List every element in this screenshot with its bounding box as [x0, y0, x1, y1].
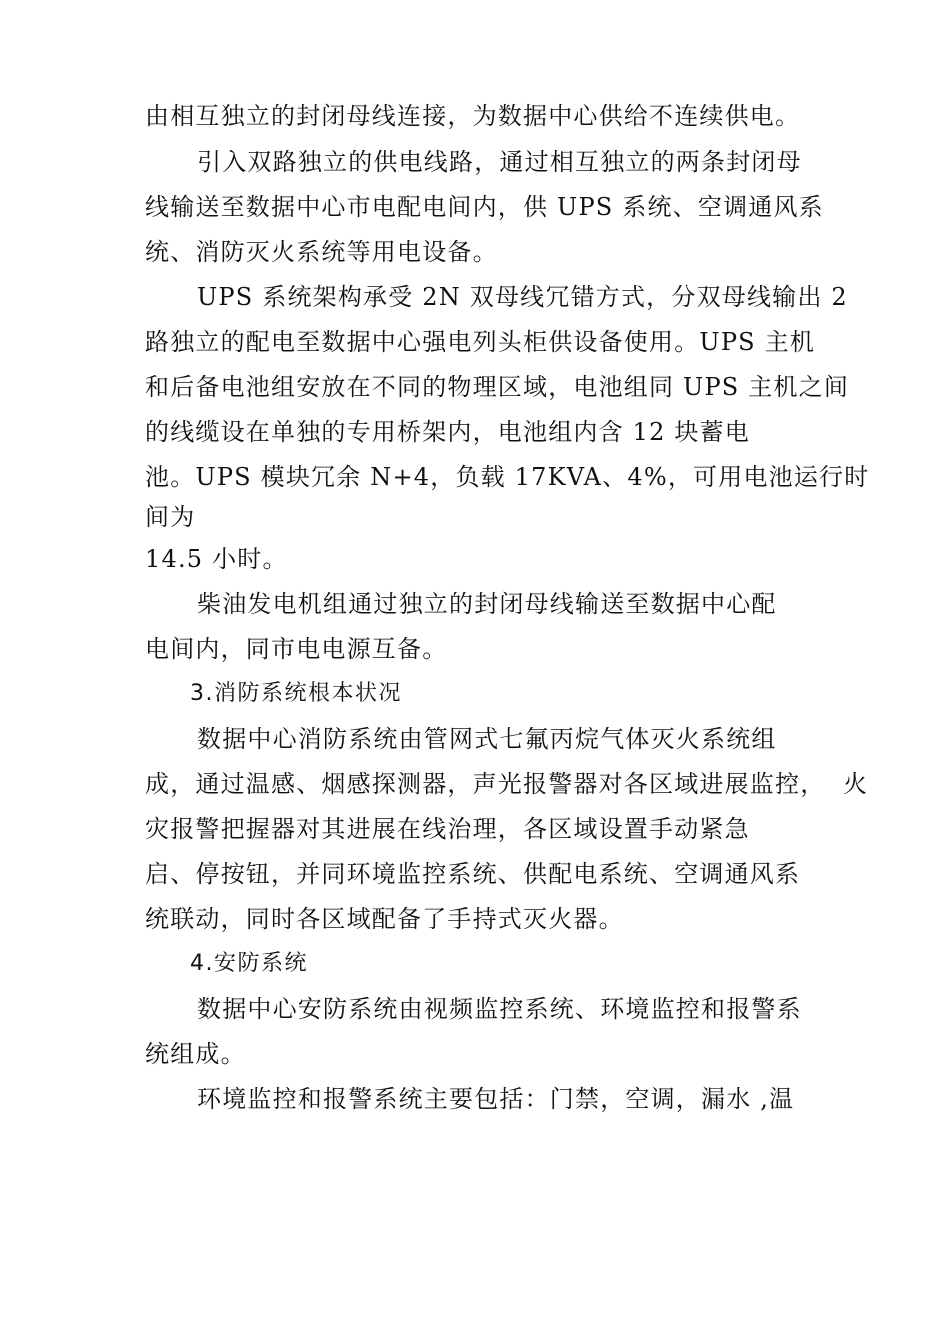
text-line-7: 和后备电池组安放在不同的物理区域，电池组同 UPS 主机之间 — [145, 373, 850, 401]
text-line-22: 统组成。 — [145, 1040, 246, 1068]
text-line-17: 灾报警把握器对其进展在线治理，各区域设置手动紧急 — [145, 815, 750, 843]
text-line-8: 的线缆设在单独的专用桥架内，电池组内含 12 块蓄电 — [145, 418, 750, 446]
text-line-18: 启、停按钮，并同环境监控系统、供配电系统、空调通风系 — [145, 860, 801, 888]
text-line-4: 统、消防灭火系统等用电设备。 — [145, 238, 498, 266]
text-line-10: 间为 — [145, 503, 196, 531]
text-line-2: 引入双路独立的供电线路，通过相互独立的两条封闭母 — [197, 148, 802, 176]
text-line-1: 由相互独立的封闭母线连接，为数据中心供给不连续供电。 — [145, 102, 801, 130]
text-line-12: 柴油发电机组通过独立的封闭母线输送至数据中心配 — [197, 590, 777, 618]
text-line-13: 电间内，同市电电源互备。 — [145, 635, 448, 663]
text-line-16: 成，通过温感、烟感探测器，声光报警器对各区域进展监控， 火 — [145, 770, 869, 798]
text-line-9: 池。UPS 模块冗余 N+4，负载 17KVA、4%，可用电池运行时 — [145, 463, 870, 491]
text-line-6: 路独立的配电至数据中心强电列头柜供设备使用。UPS 主机 — [145, 328, 816, 356]
text-line-23: 环境监控和报警系统主要包括：门禁，空调，漏水 ,温 — [197, 1085, 795, 1113]
text-line-21: 数据中心安防系统由视频监控系统、环境监控和报警系 — [197, 995, 802, 1023]
text-line-19: 统联动，同时各区域配备了手持式灭火器。 — [145, 905, 624, 933]
section-heading-security: 4.安防系统 — [190, 951, 308, 976]
text-line-3: 线输送至数据中心市电配电间内，供 UPS 系统、空调通风系 — [145, 193, 824, 221]
text-line-11: 14.5 小时。 — [145, 545, 288, 573]
text-line-15: 数据中心消防系统由管网式七氟丙烷气体灭火系统组 — [197, 725, 777, 753]
text-line-5: UPS 系统架构承受 2N 双母线冗错方式，分双母线输出 2 — [197, 283, 848, 311]
section-heading-fire-protection: 3.消防系统根本状况 — [190, 681, 402, 706]
